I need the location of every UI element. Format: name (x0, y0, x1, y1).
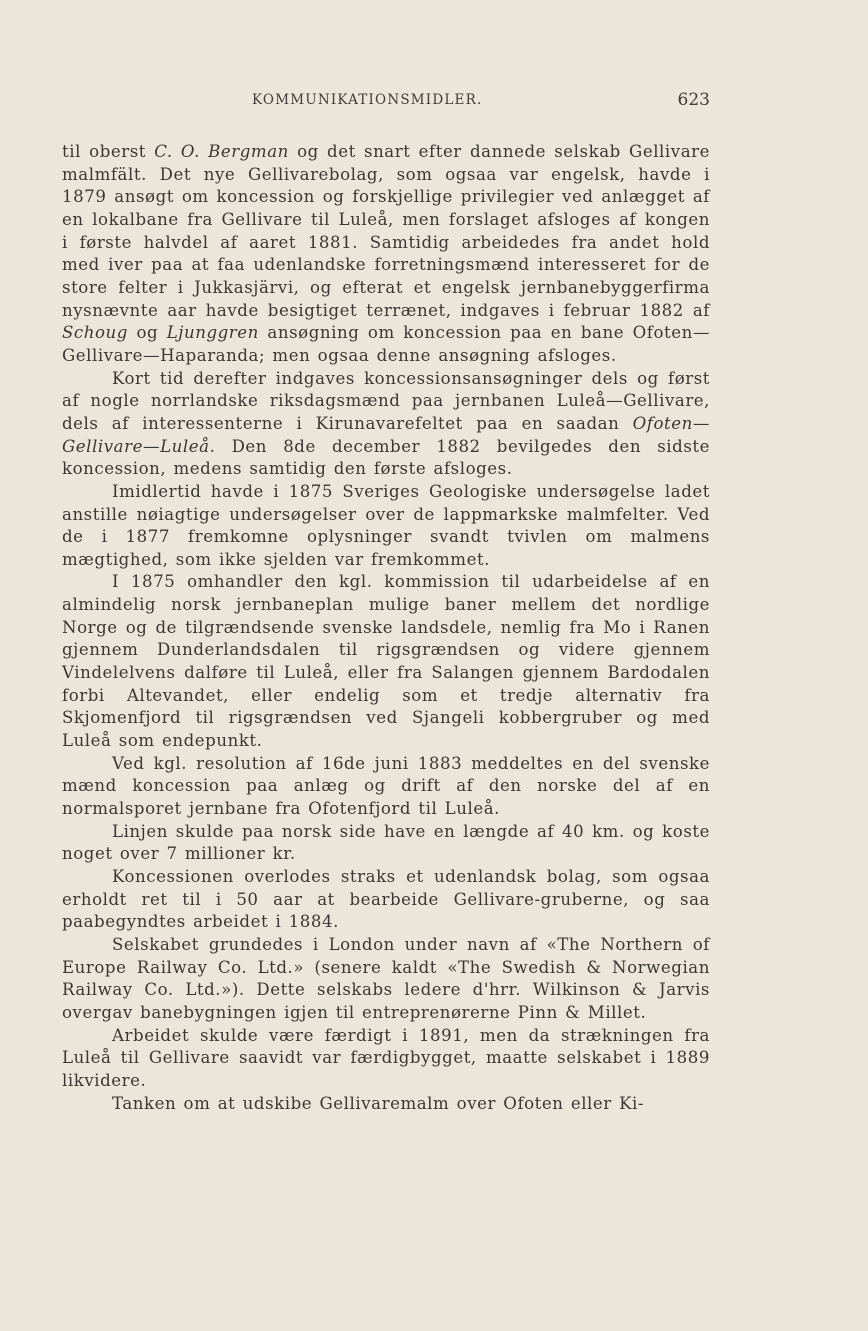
paragraph-5: Ved kgl. resolution af 16de juni 1883 meddeltes en del svenske mænd koncession paa anlæg og drift af den norske del af en normalsporet jernbane fra Ofotenfjord til Luleå. (62, 753, 710, 819)
person-name-ljunggren: Ljunggren (166, 323, 259, 343)
paragraph-1-text-a: til oberst (62, 142, 155, 161)
paragraph-2-text-b: . Den 8de december 1882 bevilgedes den sidste koncession, medens samtidig den første afsloges. (62, 436, 710, 479)
route-name: Ofoten—Gellivare—Luleå (62, 413, 710, 456)
paragraph-6: Linjen skulde paa norsk side have en længde af 40 km. og koste noget over 7 millioner kr. (62, 821, 710, 864)
paragraph-8: Selskabet grundedes i London under navn af «The Northern of Europe Railway Co. Ltd.» (senere kaldt «The Swedish & Norwegian Railway Co. Ltd.»). Dette selskabs ledere d'hrr. Wilkinson & Jarvis overgav banebygningen igjen til entreprenørerne Pinn & Millet. (62, 934, 710, 1022)
paragraph-2-text-a: Kort tid derefter indgaves koncessionsansøgninger dels og først af nogle norrlandske riksdagsmænd paa jernbanen Luleå—Gellivare, dels af interessenterne i Kirunavarefeltet paa en saadan (62, 368, 710, 433)
paragraph-1-text-b: og det snart efter dannede selskab Gellivare malmfält. Det nye Gellivarebolag, som ogsaa var engelsk, havde i 1879 ansøgt om koncession og forskjellige privilegier ved anlægget af en lokalbane fra Gellivare til Luleå, men forslaget afsloges af kongen i første halvdel af aaret 1881. Samtidig arbeidedes fra andet hold med iver paa at faa udenlandske forretningsmænd interesseret for de store felter i Jukkasjärvi, og efterat et engelsk jernbanebyggerfirma nysnævnte aar havde besigtiget terrænet, indgaves i februar 1882 af (62, 142, 710, 320)
paragraph-1-text-c: og (127, 323, 167, 343)
page-header (62, 92, 710, 116)
paragraph-9: Arbeidet skulde være færdigt i 1891, men da strækningen fra Luleå til Gellivare saavidt var færdigbygget, maatte selskabet i 1889 likvidere. (62, 1025, 710, 1090)
paragraph-3: Imidlertid havde i 1875 Sveriges Geologiske undersøgelse ladet anstille nøiagtige undersøgelser over de lappmarkske malmfelter. Ved de i 1877 fremkomne oplysninger svandt tvivlen om malmens mægtighed, som ikke sjelden var fremkommet. (62, 481, 710, 569)
paragraph-1 (62, 141, 710, 368)
paragraph-7: Koncessionen overlodes straks et udenlandsk bolag, som ogsaa erholdt ret til i 50 aar at bearbeide Gellivare-gruberne, og saa paabegyndtes arbeidet i 1884. (62, 867, 710, 932)
paragraph-2 (62, 368, 710, 481)
body-text (62, 141, 710, 1115)
paragraph-1-text-d: ansøgning om koncession paa en bane Ofoten—Gellivare—Haparanda; men ogsaa denne ansøgning afsloges. (62, 323, 710, 365)
page-number: 623 (677, 90, 710, 110)
person-name-schoug: Schoug (62, 323, 128, 343)
person-name-bergman: C. O. Bergman (154, 142, 289, 161)
paragraph-4: I 1875 omhandler den kgl. kommission til udarbeidelse af en almindelig norsk jernbaneplan mulige baner mellem det nordlige Norge og de tilgrændsende svenske landsdele, nemlig fra Mo i Ranen gjennem Dunderlandsdalen til rigsgrændsen og videre gjennem Vindelelvens dalføre til Luleå, eller fra Salangen gjennem Bardodalen forbi Altevandet, eller endelig som et tredje alternativ fra Skjomenfjord til rigsgrændsen ved Sjangeli kobbergruber og med Luleå som endepunkt. (62, 572, 710, 751)
paragraph-10: Tanken om at udskibe Gellivaremalm over Ofoten eller Ki- (112, 1093, 645, 1113)
running-title: KOMMUNIKATIONSMIDLER. (252, 92, 483, 108)
